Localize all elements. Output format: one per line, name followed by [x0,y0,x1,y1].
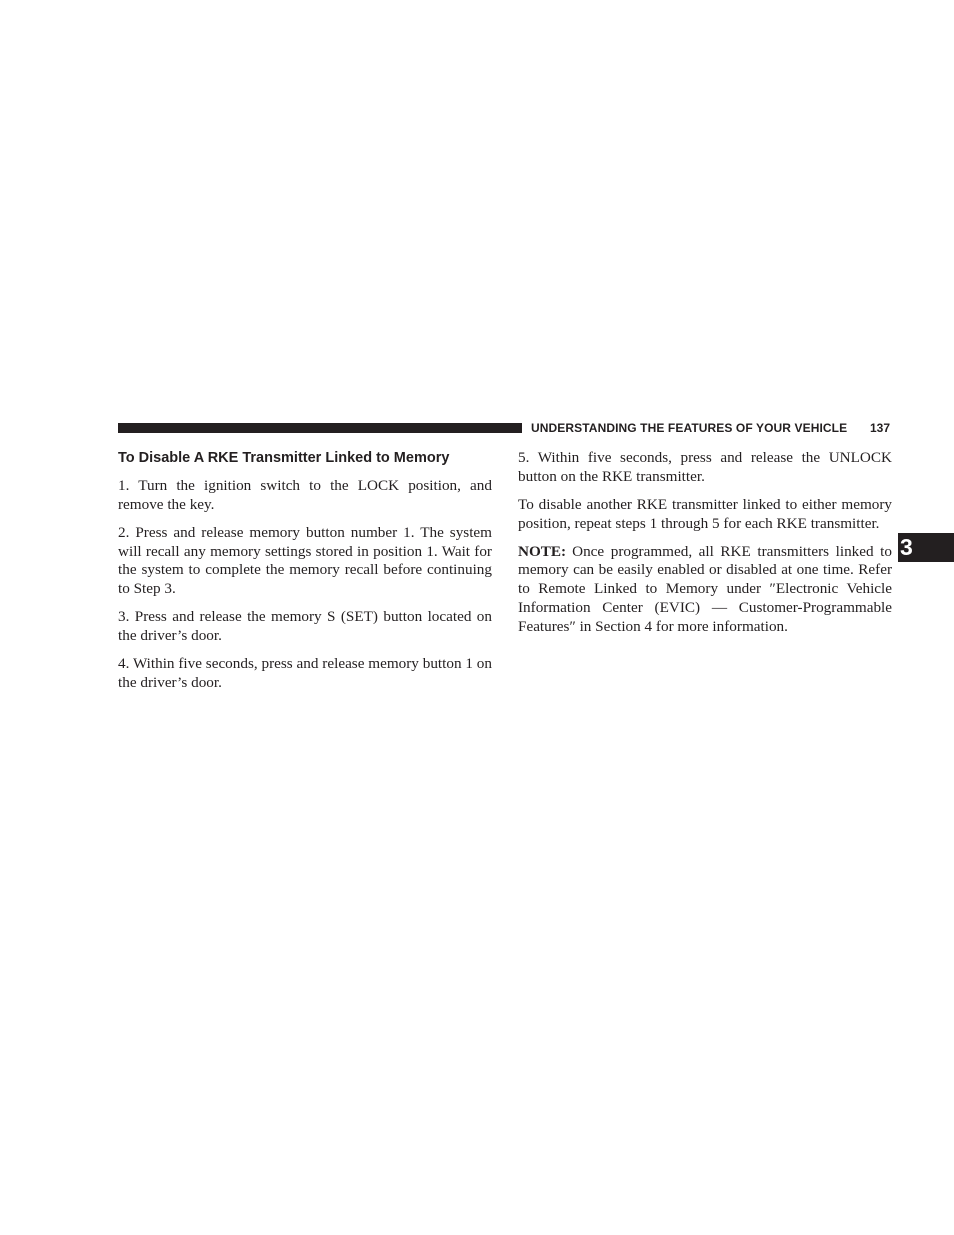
note-paragraph [518,543,892,637]
step-5: 5. Within five seconds, press and release the UNLOCK button on the RKE transmitter. [518,449,892,485]
running-header-title: UNDERSTANDING THE FEATURES OF YOUR VEHICLE [531,421,848,435]
section-heading: To Disable A RKE Transmitter Linked to Memory [118,450,450,466]
right-column [518,449,892,646]
section-tab: 3 [898,533,954,562]
left-column [118,449,492,702]
note-text: Once programmed, all RKE transmitters linked to memory can be easily enabled or disabled at one time. Refer to Remote Linked to Memory under ″Electronic Vehicle Information Center (EVIC) — Customer-Programmable Features″ in Section 4 for more information. [518,542,892,635]
step-3: 3. Press and release the memory S (SET) button located on the driver’s door. [118,608,492,644]
step-2: 2. Press and release memory button number 1. The system will recall any memory settings stored in position 1. Wait for the system to complete the memory recall before continuing to Step 3. [118,523,492,598]
header-rule [118,423,522,433]
step-1: 1. Turn the ignition switch to the LOCK position, and remove the key. [118,477,492,513]
note-label: NOTE: [518,542,567,560]
step-4: 4. Within five seconds, press and release memory button 1 on the driver’s door. [118,654,492,691]
disable-another-paragraph: To disable another RKE transmitter linked to either memory position, repeat steps 1 through 5 for each RKE transmitter. [518,495,892,532]
page-number: 137 [870,421,891,435]
